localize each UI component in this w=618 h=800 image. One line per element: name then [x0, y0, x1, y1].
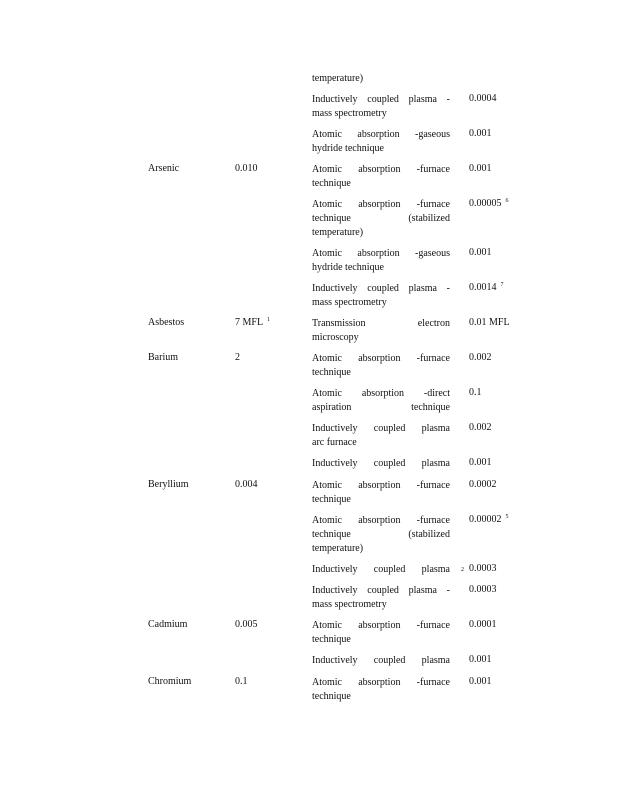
method-cell: [312, 387, 450, 415]
mcl-value: 7 MFL: [235, 317, 264, 328]
mcl-cell: [235, 676, 248, 687]
method-line: arc furnace: [312, 437, 357, 448]
contaminant-cell: Cadmium: [148, 619, 188, 630]
mdl-value: 0.0003: [469, 584, 497, 595]
method-line: technique: [312, 367, 351, 378]
method-line: Atomic absorption -furnace: [312, 199, 450, 210]
method-line: hydride technique: [312, 262, 384, 273]
method-cell: [312, 619, 450, 647]
mdl-footnote-marker: 5: [505, 514, 509, 520]
mdl-cell: [469, 619, 497, 630]
mdl-cell: [469, 654, 492, 665]
method-line: hydride technique: [312, 143, 384, 154]
mdl-footnote-marker: 7: [500, 282, 504, 288]
method-line: Inductively coupled plasma -: [312, 585, 450, 596]
mcl-value: 0.010: [235, 163, 258, 174]
mdl-value: 0.0001: [469, 619, 497, 630]
mdl-cell: [469, 422, 492, 433]
mdl-cell: [469, 352, 492, 363]
method-cell: [312, 317, 450, 345]
method-line: microscopy: [312, 332, 359, 343]
method-line: Atomic absorption -furnace: [312, 677, 450, 688]
contaminant-cell: Chromium: [148, 676, 192, 687]
mdl-value: 0.00002: [469, 514, 502, 525]
mcl-cell: [235, 479, 258, 490]
method-line: mass spectrometry: [312, 108, 387, 119]
mcl-value: 2: [235, 352, 240, 363]
method-cell: [312, 128, 450, 156]
mdl-value: 0.001: [469, 654, 492, 665]
method-line: temperature): [312, 73, 364, 84]
mdl-value: 0.001: [469, 163, 492, 174]
mdl-value: 0.001: [469, 457, 492, 468]
method-cell: [312, 479, 450, 507]
method-cell: [312, 352, 450, 380]
mdl-value: 0.1: [469, 387, 482, 398]
mdl-value: 0.001: [469, 676, 492, 687]
method-line: Atomic absorption -gaseous: [312, 129, 450, 140]
mdl-value: 0.001: [469, 128, 492, 139]
method-line: Transmission electron: [312, 318, 450, 329]
method-line: temperature): [312, 227, 364, 238]
mcl-value: 0.005: [235, 619, 258, 630]
method-line: Inductively coupled plasma -: [312, 94, 450, 105]
method-line: Atomic absorption -furnace: [312, 164, 450, 175]
mdl-cell: [469, 198, 509, 209]
mdl-cell: [469, 163, 492, 174]
mdl-cell: [469, 457, 492, 468]
mdl-value: 0.00005: [469, 198, 502, 209]
method-line: technique: [312, 691, 351, 702]
method-line: Atomic absorption -furnace: [312, 353, 450, 364]
method-footnote-marker: 2: [461, 567, 464, 573]
mdl-value: 0.0014: [469, 282, 497, 293]
method-cell: [312, 654, 450, 668]
method-line: aspiration technique: [312, 402, 450, 413]
method-cell: [312, 514, 450, 556]
method-cell: [312, 198, 450, 240]
method-cell: [312, 282, 450, 310]
mdl-cell: [469, 676, 492, 687]
contaminant-cell: Beryllium: [148, 479, 189, 490]
method-line: Inductively coupled plasma: [312, 655, 450, 666]
method-cell: [312, 247, 450, 275]
method-line: Inductively coupled plasma: [312, 423, 450, 434]
method-cell: [312, 72, 450, 86]
mdl-cell: [469, 387, 482, 398]
mdl-value: 0.002: [469, 352, 492, 363]
method-line: technique: [312, 634, 351, 645]
mdl-cell: [469, 584, 497, 595]
method-cell: [312, 163, 450, 191]
mdl-cell: [469, 93, 497, 104]
mdl-value: 0.001: [469, 247, 492, 258]
method-line: Atomic absorption -furnace: [312, 480, 450, 491]
mdl-cell: [469, 514, 509, 525]
mdl-cell: [469, 128, 492, 139]
method-cell: [312, 422, 450, 450]
contaminant-cell: Asbestos: [148, 317, 185, 328]
mdl-cell: [469, 479, 497, 490]
method-cell: [312, 457, 450, 471]
method-cell: [312, 93, 450, 121]
method-line: technique (stabilized: [312, 529, 450, 540]
contaminant-cell: Barium: [148, 352, 178, 363]
method-line: Atomic absorption -furnace: [312, 620, 450, 631]
method-line: technique: [312, 494, 351, 505]
mcl-value: 0.004: [235, 479, 258, 490]
mdl-cell: [469, 563, 497, 574]
method-line: mass spectrometry: [312, 599, 387, 610]
mdl-value: 0.002: [469, 422, 492, 433]
method-line: Inductively coupled plasma -: [312, 283, 450, 294]
method-cell: [312, 584, 450, 612]
method-line: Inductively coupled plasma: [312, 564, 450, 575]
method-line: temperature): [312, 543, 364, 554]
method-cell: [312, 563, 464, 577]
mcl-cell: [235, 619, 258, 630]
mcl-value: 0.1: [235, 676, 248, 687]
mdl-cell: [469, 317, 510, 328]
method-line: mass spectrometry: [312, 297, 387, 308]
method-line: Atomic absorption -gaseous: [312, 248, 450, 259]
mdl-cell: [469, 247, 492, 258]
method-line: Inductively coupled plasma: [312, 458, 450, 469]
method-line: Atomic absorption -furnace: [312, 515, 450, 526]
mcl-cell: [235, 317, 270, 328]
mcl-footnote-marker: 1: [267, 317, 271, 323]
method-line: Atomic absorption -direct: [312, 388, 450, 399]
mdl-value: 0.0004: [469, 93, 497, 104]
mdl-value: 0.0003: [469, 563, 497, 574]
method-cell: [312, 676, 450, 704]
mdl-cell: [469, 282, 504, 293]
mcl-cell: [235, 163, 258, 174]
method-line: technique (stabilized: [312, 213, 450, 224]
mdl-value: 0.0002: [469, 479, 497, 490]
method-line: technique: [312, 178, 351, 189]
mdl-footnote-marker: 6: [505, 198, 509, 204]
contaminant-cell: Arsenic: [148, 163, 180, 174]
mcl-cell: [235, 352, 240, 363]
mdl-value: 0.01 MFL: [469, 317, 510, 328]
